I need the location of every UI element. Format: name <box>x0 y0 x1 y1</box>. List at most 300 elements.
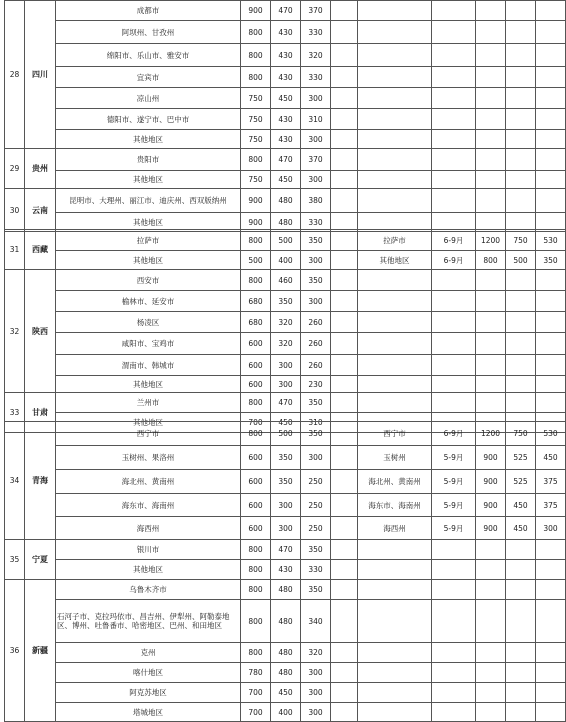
standard-value-2: 300 <box>271 517 301 540</box>
table-row <box>5 149 566 171</box>
city-name: 渭南市、韩城市 <box>56 355 241 376</box>
empty-cell <box>506 312 536 333</box>
empty-cell <box>536 580 566 600</box>
standard-value-2: 300 <box>271 355 301 376</box>
standard-value-1: 700 <box>241 703 271 722</box>
empty-cell <box>506 149 536 171</box>
empty-cell <box>476 109 506 130</box>
empty-cell <box>506 663 536 683</box>
empty-cell <box>476 355 506 376</box>
standard-value-2: 480 <box>271 189 301 213</box>
province-number: 29 <box>5 149 25 189</box>
empty-cell <box>432 540 476 560</box>
table-row <box>5 270 566 291</box>
blank-cell <box>331 422 358 446</box>
empty-cell <box>358 663 432 683</box>
empty-cell <box>432 171 476 189</box>
empty-cell <box>432 291 476 312</box>
city-name: 其他地区 <box>56 413 241 433</box>
empty-cell <box>506 333 536 355</box>
peak-city: 拉萨市 <box>358 230 432 251</box>
empty-cell <box>432 109 476 130</box>
standard-value-1: 800 <box>241 230 271 251</box>
empty-cell <box>506 270 536 291</box>
blank-cell <box>331 703 358 722</box>
peak-value-1: 1200 <box>476 422 506 446</box>
standard-value-1: 680 <box>241 291 271 312</box>
empty-cell <box>358 44 432 67</box>
empty-cell <box>432 88 476 109</box>
city-name: 其他地区 <box>56 560 241 580</box>
standard-value-2: 480 <box>271 213 301 232</box>
empty-cell <box>506 580 536 600</box>
city-name: 其他地区 <box>56 251 241 270</box>
empty-cell <box>536 270 566 291</box>
province-name: 宁夏 <box>25 540 56 580</box>
empty-cell <box>506 355 536 376</box>
empty-cell <box>506 643 536 663</box>
province-number: 36 <box>5 580 25 722</box>
blank-cell <box>331 130 358 149</box>
blank-cell <box>331 355 358 376</box>
city-name: 其他地区 <box>56 376 241 393</box>
standard-value-2: 480 <box>271 600 301 643</box>
standard-value-3: 300 <box>301 171 331 189</box>
standard-value-2: 450 <box>271 683 301 703</box>
empty-cell <box>476 88 506 109</box>
standard-value-2: 430 <box>271 560 301 580</box>
empty-cell <box>432 312 476 333</box>
empty-cell <box>536 171 566 189</box>
standard-value-3: 260 <box>301 312 331 333</box>
empty-cell <box>476 1 506 21</box>
standard-value-2: 320 <box>271 333 301 355</box>
table-row <box>5 470 566 494</box>
blank-cell <box>331 494 358 517</box>
empty-cell <box>432 355 476 376</box>
standard-value-3: 260 <box>301 333 331 355</box>
standard-value-1: 800 <box>241 21 271 44</box>
empty-cell <box>432 376 476 393</box>
standard-value-1: 800 <box>241 643 271 663</box>
table-row <box>5 580 566 600</box>
standard-value-2: 430 <box>271 109 301 130</box>
empty-cell <box>476 560 506 580</box>
standard-value-2: 400 <box>271 703 301 722</box>
standard-value-3: 350 <box>301 580 331 600</box>
table-row <box>5 422 566 446</box>
empty-cell <box>506 88 536 109</box>
standard-value-3: 250 <box>301 517 331 540</box>
empty-cell <box>536 21 566 44</box>
peak-value-3: 530 <box>536 230 566 251</box>
empty-cell <box>476 703 506 722</box>
peak-city: 海东市、海南州 <box>358 494 432 517</box>
city-name: 杨凌区 <box>56 312 241 333</box>
standard-value-1: 750 <box>241 130 271 149</box>
standard-value-2: 400 <box>271 251 301 270</box>
table-row <box>5 251 566 270</box>
standard-value-1: 600 <box>241 333 271 355</box>
empty-cell <box>536 333 566 355</box>
standard-value-3: 300 <box>301 663 331 683</box>
city-name: 海东市、海南州 <box>56 494 241 517</box>
province-name: 陕西 <box>25 270 56 393</box>
province-name: 云南 <box>25 189 56 232</box>
empty-cell <box>476 663 506 683</box>
empty-cell <box>476 291 506 312</box>
standard-value-3: 300 <box>301 130 331 149</box>
empty-cell <box>536 683 566 703</box>
table-row <box>5 683 566 703</box>
blank-cell <box>331 663 358 683</box>
standard-value-2: 430 <box>271 21 301 44</box>
peak-value-3: 350 <box>536 251 566 270</box>
standard-value-3: 380 <box>301 189 331 213</box>
standard-value-2: 430 <box>271 67 301 88</box>
empty-cell <box>536 149 566 171</box>
peak-city: 其他地区 <box>358 251 432 270</box>
table-row <box>5 393 566 413</box>
table-row <box>5 130 566 149</box>
standard-value-1: 800 <box>241 44 271 67</box>
standard-value-2: 430 <box>271 130 301 149</box>
peak-value-1: 900 <box>476 446 506 470</box>
empty-cell <box>358 21 432 44</box>
city-name: 克州 <box>56 643 241 663</box>
table-row <box>5 171 566 189</box>
province-number: 28 <box>5 1 25 149</box>
peak-season: 6-9月 <box>432 230 476 251</box>
standard-value-1: 750 <box>241 88 271 109</box>
empty-cell <box>536 643 566 663</box>
empty-cell <box>506 683 536 703</box>
table-row <box>5 291 566 312</box>
standard-value-1: 700 <box>241 683 271 703</box>
table-row <box>5 540 566 560</box>
standard-value-3: 350 <box>301 422 331 446</box>
empty-cell <box>432 600 476 643</box>
peak-season: 5-9月 <box>432 470 476 494</box>
peak-season: 6-9月 <box>432 251 476 270</box>
standard-value-1: 600 <box>241 446 271 470</box>
empty-cell <box>506 540 536 560</box>
table-row <box>5 355 566 376</box>
empty-cell <box>432 1 476 21</box>
empty-cell <box>506 600 536 643</box>
empty-cell <box>506 376 536 393</box>
peak-value-2: 500 <box>506 251 536 270</box>
table-row <box>5 67 566 88</box>
blank-cell <box>331 67 358 88</box>
empty-cell <box>432 663 476 683</box>
peak-value-3: 530 <box>536 422 566 446</box>
city-name: 银川市 <box>56 540 241 560</box>
standard-value-1: 800 <box>241 600 271 643</box>
table-row <box>5 517 566 540</box>
empty-cell <box>476 171 506 189</box>
empty-cell <box>358 109 432 130</box>
standard-value-3: 330 <box>301 67 331 88</box>
blank-cell <box>331 312 358 333</box>
empty-cell <box>358 1 432 21</box>
empty-cell <box>476 580 506 600</box>
empty-cell <box>476 376 506 393</box>
table-row <box>5 703 566 722</box>
empty-cell <box>358 312 432 333</box>
standard-value-2: 450 <box>271 171 301 189</box>
standard-value-3: 370 <box>301 149 331 171</box>
peak-value-1: 900 <box>476 517 506 540</box>
standard-value-3: 310 <box>301 413 331 433</box>
peak-value-1: 900 <box>476 494 506 517</box>
standard-value-3: 330 <box>301 213 331 232</box>
standard-value-3: 260 <box>301 355 331 376</box>
standard-value-3: 340 <box>301 600 331 643</box>
empty-cell <box>476 21 506 44</box>
standard-value-3: 320 <box>301 643 331 663</box>
standard-value-2: 350 <box>271 446 301 470</box>
blank-cell <box>331 270 358 291</box>
blank-cell <box>331 540 358 560</box>
empty-cell <box>476 130 506 149</box>
empty-cell <box>432 44 476 67</box>
standard-value-3: 310 <box>301 109 331 130</box>
table-row <box>5 1 566 21</box>
peak-value-2: 750 <box>506 230 536 251</box>
standard-value-1: 750 <box>241 171 271 189</box>
empty-cell <box>506 189 536 213</box>
city-name: 喀什地区 <box>56 663 241 683</box>
blank-cell <box>331 21 358 44</box>
peak-city: 玉树州 <box>358 446 432 470</box>
empty-cell <box>476 683 506 703</box>
city-name: 海西州 <box>56 517 241 540</box>
empty-cell <box>476 189 506 213</box>
empty-cell <box>536 600 566 643</box>
empty-cell <box>506 171 536 189</box>
city-name: 其他地区 <box>56 171 241 189</box>
empty-cell <box>476 643 506 663</box>
empty-cell <box>432 580 476 600</box>
standard-value-3: 300 <box>301 88 331 109</box>
empty-cell <box>358 560 432 580</box>
standard-value-3: 230 <box>301 376 331 393</box>
blank-cell <box>331 643 358 663</box>
empty-cell <box>536 393 566 413</box>
empty-cell <box>358 540 432 560</box>
empty-cell <box>536 44 566 67</box>
blank-cell <box>331 376 358 393</box>
empty-cell <box>506 393 536 413</box>
peak-season: 5-9月 <box>432 446 476 470</box>
peak-value-2: 450 <box>506 517 536 540</box>
table-row <box>5 663 566 683</box>
empty-cell <box>358 291 432 312</box>
empty-cell <box>358 189 432 213</box>
blank-cell <box>331 393 358 413</box>
peak-city: 西宁市 <box>358 422 432 446</box>
city-name: 石河子市、克拉玛依市、昌吉州、伊犁州、阿勒泰地区、博州、吐鲁番市、哈密地区、巴州、和田地区 <box>56 600 241 643</box>
table-row <box>5 643 566 663</box>
standard-value-2: 480 <box>271 580 301 600</box>
empty-cell <box>536 703 566 722</box>
empty-cell <box>432 703 476 722</box>
empty-cell <box>432 333 476 355</box>
blank-cell <box>331 446 358 470</box>
empty-cell <box>536 540 566 560</box>
standard-value-3: 350 <box>301 540 331 560</box>
standard-value-2: 460 <box>271 270 301 291</box>
province-name: 四川 <box>25 1 56 149</box>
city-name: 拉萨市 <box>56 230 241 251</box>
standard-value-3: 300 <box>301 683 331 703</box>
standard-value-2: 430 <box>271 44 301 67</box>
empty-cell <box>476 270 506 291</box>
standard-value-1: 800 <box>241 540 271 560</box>
city-name: 阿坝州、甘孜州 <box>56 21 241 44</box>
standard-value-3: 250 <box>301 470 331 494</box>
province-name: 西藏 <box>25 230 56 270</box>
city-name: 昆明市、大理州、丽江市、迪庆州、西双版纳州 <box>56 189 241 213</box>
standard-value-1: 800 <box>241 67 271 88</box>
city-name: 海北州、黄南州 <box>56 470 241 494</box>
city-name: 其他地区 <box>56 213 241 232</box>
blank-cell <box>331 44 358 67</box>
standard-value-2: 500 <box>271 230 301 251</box>
empty-cell <box>432 21 476 44</box>
blank-cell <box>331 171 358 189</box>
blank-cell <box>331 1 358 21</box>
blank-cell <box>331 600 358 643</box>
standard-value-2: 350 <box>271 291 301 312</box>
empty-cell <box>506 1 536 21</box>
empty-cell <box>358 393 432 413</box>
province-number: 31 <box>5 230 25 270</box>
table-row <box>5 230 566 251</box>
empty-cell <box>506 21 536 44</box>
empty-cell <box>536 560 566 580</box>
standard-value-1: 800 <box>241 270 271 291</box>
city-name: 绵阳市、乐山市、雅安市 <box>56 44 241 67</box>
table-row <box>5 109 566 130</box>
standard-value-3: 250 <box>301 494 331 517</box>
province-name: 贵州 <box>25 149 56 189</box>
empty-cell <box>536 67 566 88</box>
blank-cell <box>331 683 358 703</box>
empty-cell <box>506 291 536 312</box>
blank-cell <box>331 109 358 130</box>
empty-cell <box>506 44 536 67</box>
standard-value-1: 500 <box>241 251 271 270</box>
peak-season: 5-9月 <box>432 494 476 517</box>
empty-cell <box>432 130 476 149</box>
empty-cell <box>506 67 536 88</box>
standard-value-1: 800 <box>241 580 271 600</box>
standard-value-3: 300 <box>301 446 331 470</box>
province-name: 新疆 <box>25 580 56 722</box>
standard-value-1: 600 <box>241 355 271 376</box>
standard-value-3: 350 <box>301 393 331 413</box>
standard-value-1: 680 <box>241 312 271 333</box>
city-name: 咸阳市、宝鸡市 <box>56 333 241 355</box>
empty-cell <box>432 643 476 663</box>
empty-cell <box>358 130 432 149</box>
city-name: 宜宾市 <box>56 67 241 88</box>
empty-cell <box>358 333 432 355</box>
empty-cell <box>358 149 432 171</box>
blank-cell <box>331 189 358 213</box>
blank-cell <box>331 517 358 540</box>
peak-value-3: 300 <box>536 517 566 540</box>
standard-value-1: 600 <box>241 517 271 540</box>
empty-cell <box>358 703 432 722</box>
table-row <box>5 21 566 44</box>
city-name: 德阳市、遂宁市、巴中市 <box>56 109 241 130</box>
city-name: 成都市 <box>56 1 241 21</box>
table-row <box>5 600 566 643</box>
peak-value-2: 750 <box>506 422 536 446</box>
standard-value-1: 900 <box>241 1 271 21</box>
empty-cell <box>358 67 432 88</box>
empty-cell <box>358 643 432 663</box>
peak-city: 海北州、黄南州 <box>358 470 432 494</box>
empty-cell <box>432 560 476 580</box>
empty-cell <box>476 600 506 643</box>
peak-value-1: 800 <box>476 251 506 270</box>
empty-cell <box>476 149 506 171</box>
standard-value-1: 700 <box>241 413 271 433</box>
standard-value-3: 350 <box>301 270 331 291</box>
empty-cell <box>536 88 566 109</box>
standard-value-2: 300 <box>271 494 301 517</box>
standard-value-2: 300 <box>271 376 301 393</box>
empty-cell <box>536 189 566 213</box>
peak-value-1: 1200 <box>476 230 506 251</box>
standard-value-2: 470 <box>271 393 301 413</box>
blank-cell <box>331 149 358 171</box>
empty-cell <box>506 703 536 722</box>
table-row <box>5 560 566 580</box>
standard-value-1: 800 <box>241 149 271 171</box>
empty-cell <box>476 393 506 413</box>
empty-cell <box>432 683 476 703</box>
empty-cell <box>432 189 476 213</box>
peak-city: 海西州 <box>358 517 432 540</box>
empty-cell <box>476 67 506 88</box>
standard-value-2: 470 <box>271 540 301 560</box>
expense-table-section <box>4 0 566 232</box>
city-name: 西安市 <box>56 270 241 291</box>
standard-value-3: 350 <box>301 230 331 251</box>
standard-value-3: 330 <box>301 21 331 44</box>
blank-cell <box>331 333 358 355</box>
peak-value-3: 375 <box>536 470 566 494</box>
standard-value-2: 480 <box>271 663 301 683</box>
table-row <box>5 494 566 517</box>
standard-value-2: 320 <box>271 312 301 333</box>
standard-value-1: 780 <box>241 663 271 683</box>
empty-cell <box>358 171 432 189</box>
city-name: 西宁市 <box>56 422 241 446</box>
standard-value-3: 300 <box>301 703 331 722</box>
standard-value-1: 800 <box>241 393 271 413</box>
standard-value-2: 470 <box>271 1 301 21</box>
empty-cell <box>476 333 506 355</box>
standard-value-2: 450 <box>271 413 301 433</box>
province-number: 35 <box>5 540 25 580</box>
empty-cell <box>432 67 476 88</box>
